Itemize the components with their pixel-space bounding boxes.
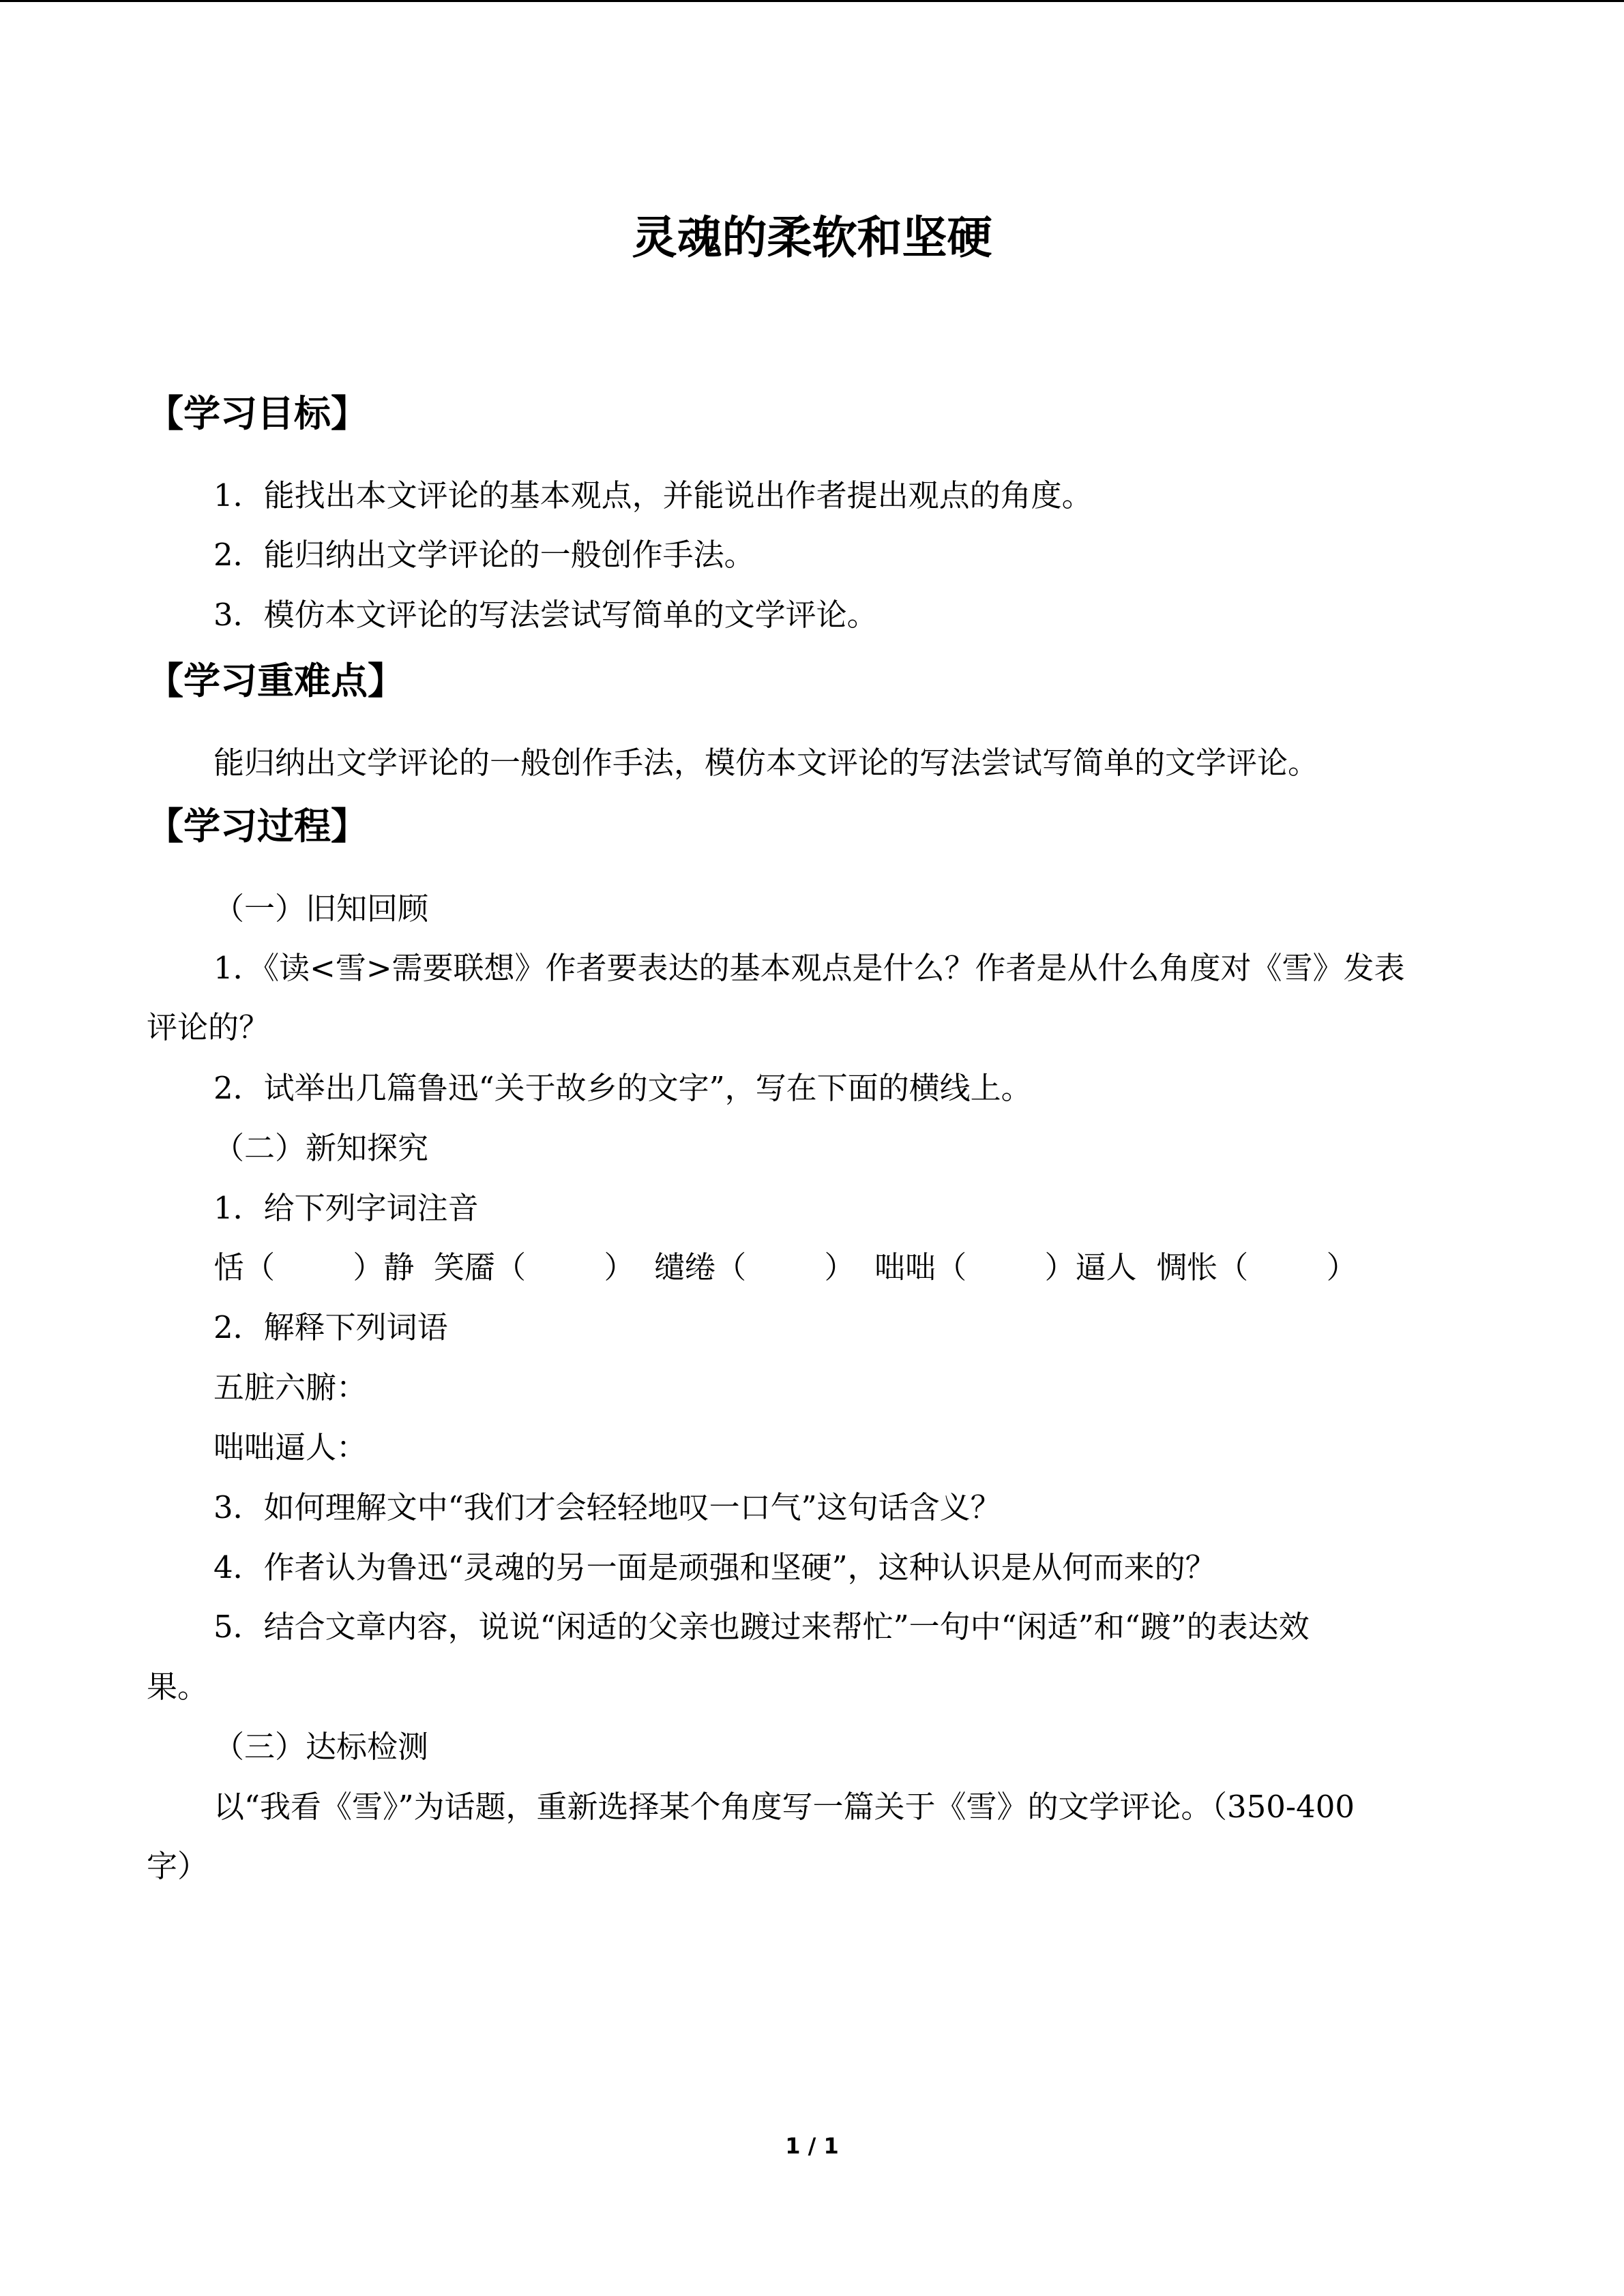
part3-label: （三）达标检测 xyxy=(213,1729,429,1765)
part1-question-1-line2: 评论的？ xyxy=(147,1009,270,1045)
part2-question-5-line2: 果。 xyxy=(147,1669,209,1705)
part2-question-4: 4．作者认为鲁迅“灵魂的另一面是顽强和坚硬”，这种认识是从何而来的？ xyxy=(213,1549,1216,1585)
goal-item-3: 3．模仿本文评论的写法尝试写简单的文学评论。 xyxy=(213,597,878,633)
term-2: 咄咄逼人： xyxy=(213,1429,368,1465)
pinyin-exercise-row: 恬（ ）静 笑靥（ ） 缱绻（ ） 咄咄（ ）逼人 惆怅（ ） xyxy=(213,1249,1357,1285)
goal-item-1: 1．能找出本文评论的基本观点，并能说出作者提出观点的角度。 xyxy=(213,477,1093,513)
term-1: 五脏六腑： xyxy=(213,1369,368,1405)
heading-learning-process: 【学习过程】 xyxy=(147,805,368,848)
part1-question-2: 2．试举出几篇鲁迅“关于故乡的文字”，写在下面的横线上。 xyxy=(213,1070,1032,1106)
part3-task-line1: 以“我看《雪》”为话题，重新选择某个角度写一篇关于《雪》的文学评论。（350-400 xyxy=(213,1789,1355,1825)
heading-learning-goals: 【学习目标】 xyxy=(147,392,368,435)
part2-question-5-line1: 5．结合文章内容，说说“闲适的父亲也踱过来帮忙”一句中“闲适”和“踱”的表达效 xyxy=(213,1609,1310,1645)
part2-question-3: 3．如何理解文中“我们才会轻轻地叹一口气”这句话含义？ xyxy=(213,1489,1001,1525)
page-title: 灵魂的柔软和坚硬 xyxy=(632,211,992,264)
heading-key-difficulties: 【学习重难点】 xyxy=(147,659,404,702)
page-top-border xyxy=(0,0,1624,2)
part3-task-line2: 字） xyxy=(147,1848,209,1884)
key-difficulties-text: 能归纳出文学评论的一般创作手法，模仿本文评论的写法尝试写简单的文学评论。 xyxy=(213,745,1319,781)
part1-label: （一）旧知回顾 xyxy=(213,891,429,927)
part2-label: （二）新知探究 xyxy=(213,1130,429,1166)
part2-question-1: 1．给下列字词注音 xyxy=(213,1190,479,1226)
part1-question-1-line1: 1．《读<雪>需要联想》作者要表达的基本观点是什么？作者是从什么角度对《雪》发表 xyxy=(213,950,1405,986)
part2-question-2: 2．解释下列词语 xyxy=(213,1309,448,1345)
goal-item-2: 2．能归纳出文学评论的一般创作手法。 xyxy=(213,537,755,573)
page-number: 1 / 1 xyxy=(785,2133,839,2159)
